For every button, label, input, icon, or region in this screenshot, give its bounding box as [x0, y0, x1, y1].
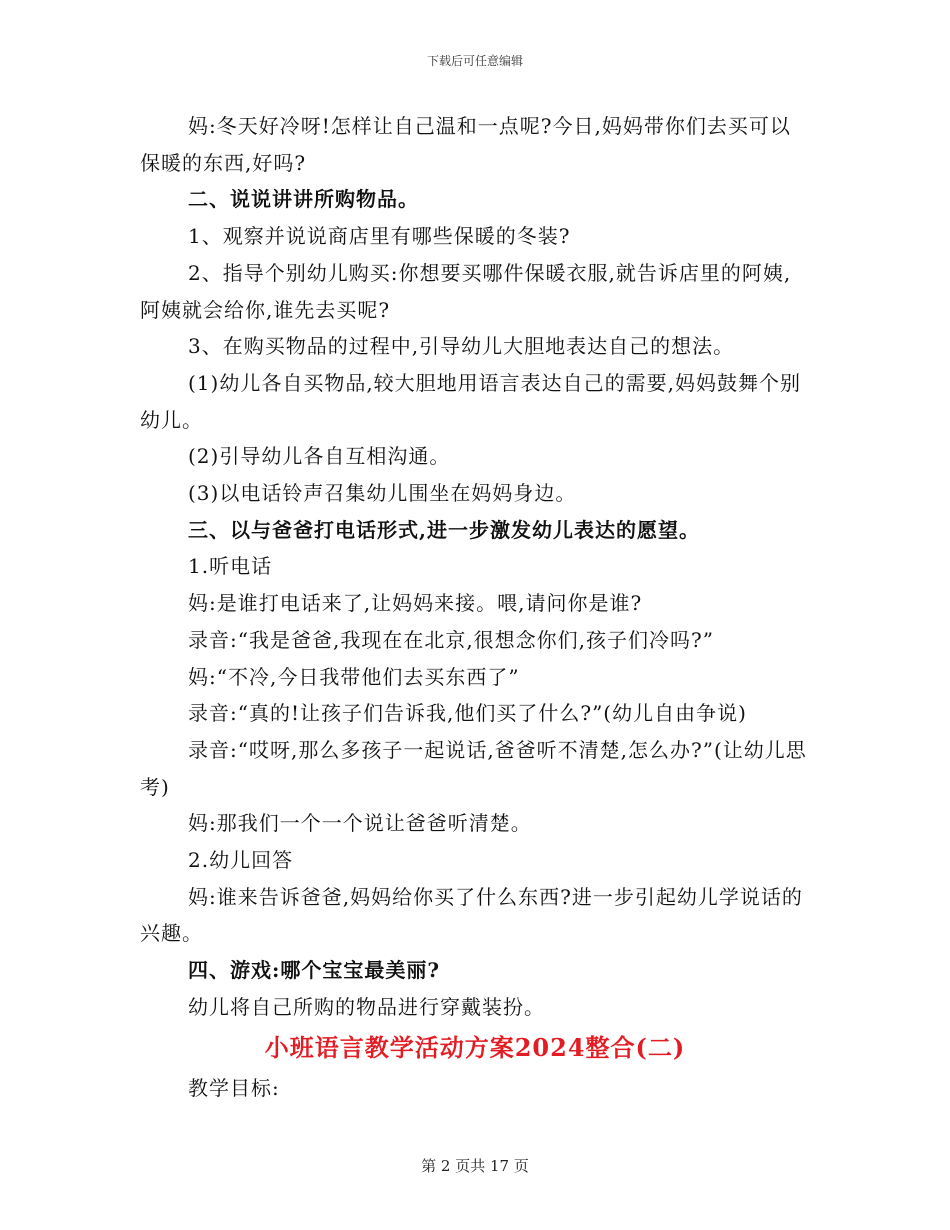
page-header: 下载后可任意编辑 [426, 54, 523, 68]
teaching-goals-label: 教学目标: [188, 1075, 280, 1100]
heading-section-2: 二、说说讲讲所购物品。 [188, 187, 419, 212]
paragraph-4: 2、指导个别幼儿购买:你想要买哪件保暖衣服,就告诉店里的阿姨,阿姨就会给你,谁先去买呢? [140, 260, 792, 322]
paragraph-15: 录音:“哎呀,那么多孩子一起说话,爸爸听不清楚,怎么办?”(让幼儿思考) [140, 737, 807, 799]
paragraph-6: (1)幼儿各自买物品,较大胆地用语言表达自己的需要,妈妈鼓舞个别幼儿。 [140, 370, 802, 432]
paragraph-3: 1、观察并说说商店里有哪些保暖的冬装? [188, 224, 571, 249]
paragraph-18: 妈:谁来告诉爸爸,妈妈给你买了什么东西?进一步引起幼儿学说话的兴趣。 [140, 884, 803, 946]
paragraph-12: 录音:“我是爸爸,我现在在北京,很想念你们,孩子们冷吗?” [188, 627, 714, 652]
paragraph-17: 2.幼儿回答 [188, 848, 294, 873]
page-number: 第 2 页共 17 页 [421, 1157, 529, 1175]
paragraph-7: (2)引导幼儿各自互相沟通。 [188, 444, 451, 469]
paragraph-13: 妈:“不冷,今日我带他们去买东西了” [188, 664, 520, 689]
paragraph-5: 3、在购买物品的过程中,引导幼儿大胆地表达自己的想法。 [188, 334, 735, 359]
paragraph-16: 妈:那我们一个一个说让爸爸听清楚。 [188, 811, 532, 836]
section-title: 小班语言教学活动方案2024整合(二) [264, 1032, 686, 1062]
paragraph-20: 幼儿将自己所购的物品进行穿戴装扮。 [188, 994, 545, 1019]
paragraph-11: 妈:是谁打电话来了,让妈妈来接。喂,请问你是谁? [188, 591, 643, 616]
paragraph-1: 妈:冬天好冷呀!怎样让自己温和一点呢?今日,妈妈带你们去买可以保暖的东西,好吗? [140, 114, 791, 175]
heading-section-4: 四、游戏:哪个宝宝最美丽? [188, 958, 441, 983]
paragraph-14: 录音:“真的!让孩子们告诉我,他们买了什么?”(幼儿自由争说) [188, 701, 747, 726]
paragraph-8: (3)以电话铃声召集幼儿围坐在妈妈身边。 [188, 481, 577, 506]
heading-section-3: 三、以与爸爸打电话形式,进一步激发幼儿表达的愿望。 [188, 517, 700, 542]
paragraph-10: 1.听电话 [188, 554, 273, 579]
document-body [140, 108, 810, 1106]
